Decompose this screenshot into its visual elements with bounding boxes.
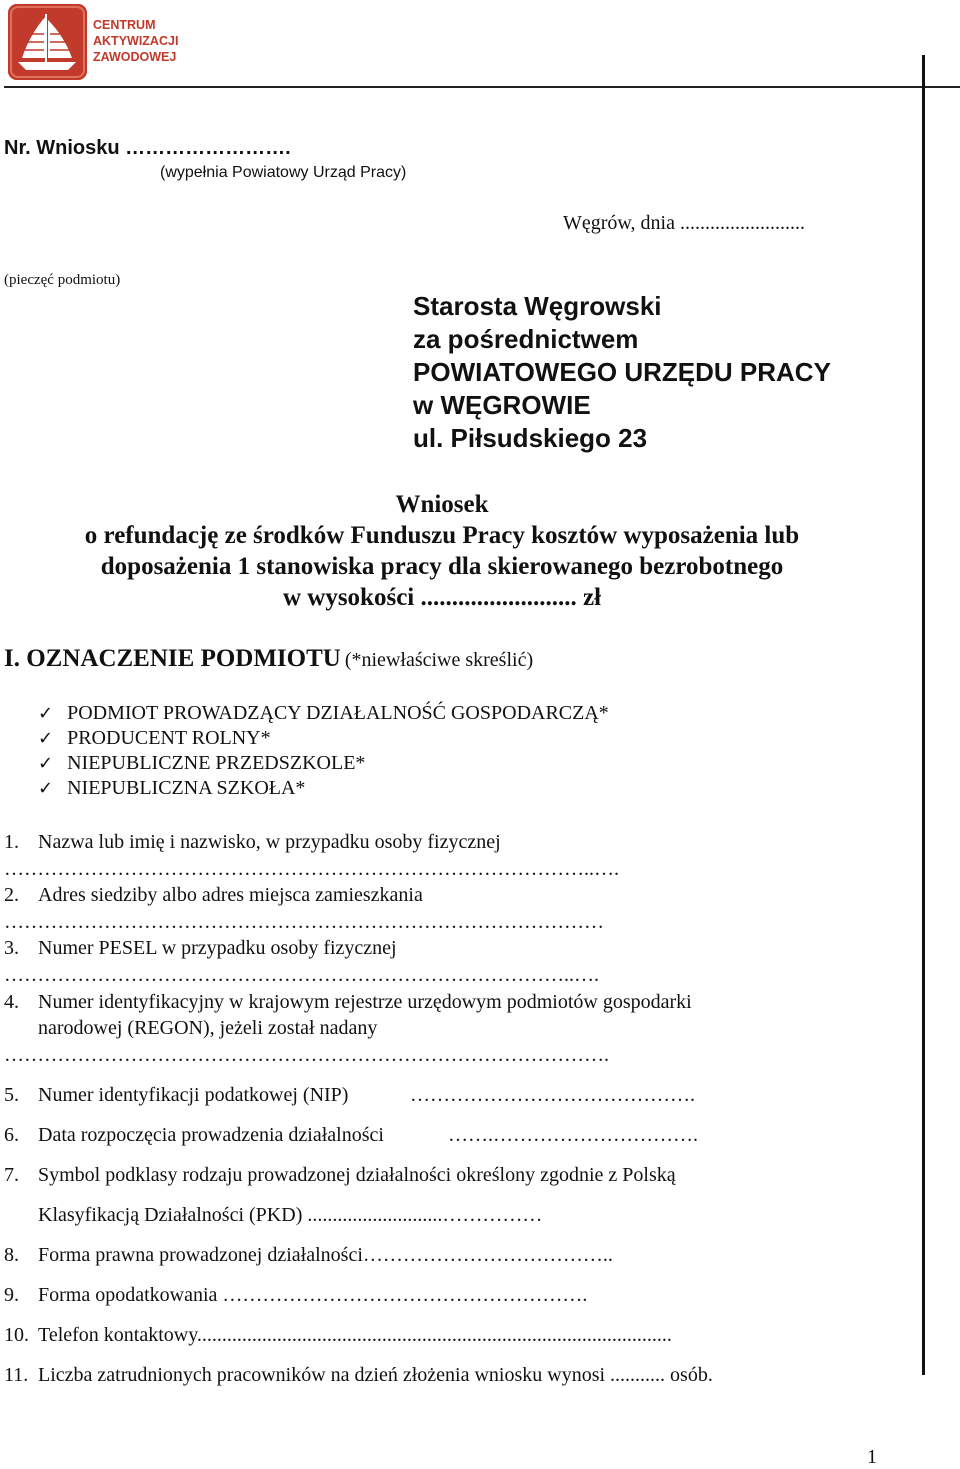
field-10: 10. Telefon kontaktowy............................................................................................... bbox=[4, 1324, 672, 1346]
application-number: Nr. Wniosku ……………………. bbox=[4, 137, 291, 159]
title-line: doposażenia 1 stanowiska pracy dla skierowanego bezrobotnego bbox=[100, 553, 784, 580]
field-11: 11. Liczba zatrudnionych pracowników na dzień złożenia wniosku wynosi ........... osób. bbox=[4, 1364, 713, 1386]
field-3-answer[interactable]: …………………………………………………………………………..…. bbox=[4, 964, 599, 986]
option-item[interactable]: ✓ PODMIOT PROWADZĄCY DZIAŁALNOŚĆ GOSPODARCZĄ* bbox=[38, 702, 609, 724]
section-heading bbox=[4, 645, 533, 673]
option-item[interactable]: ✓ PRODUCENT ROLNY* bbox=[38, 727, 271, 749]
section-title: I. OZNACZENIE PODMIOTU bbox=[4, 645, 341, 672]
field-1-answer[interactable]: ……………………………………………………………………………..…. bbox=[4, 858, 619, 880]
field-9: 9. Forma opodatkowania ………………………………………………. bbox=[4, 1284, 588, 1306]
header-divider bbox=[4, 86, 960, 88]
right-margin-rule bbox=[922, 55, 925, 1375]
check-icon: ✓ bbox=[38, 753, 54, 774]
stamp-label: (pieczęć podmiotu) bbox=[4, 272, 121, 288]
field-2: 2. Adres siedziby albo adres miejsca zamieszkania bbox=[4, 884, 423, 906]
field-7: 7. Symbol podklasy rodzaju prowadzonej działalności określony zgodnie z Polską bbox=[4, 1164, 676, 1186]
logo-line: CENTRUM bbox=[93, 18, 156, 32]
option-item[interactable]: ✓ NIEPUBLICZNE PRZEDSZKOLE* bbox=[38, 752, 366, 774]
place-date: Węgrów, dnia ......................... bbox=[563, 212, 805, 234]
field-4-answer[interactable]: ………………………………………………………………………………. bbox=[4, 1044, 609, 1066]
field-5-answer[interactable]: ……………………………………. bbox=[410, 1084, 695, 1106]
field-1: 1. Nazwa lub imię i nazwisko, w przypadku osoby fizycznej bbox=[4, 831, 501, 853]
logo-badge bbox=[8, 4, 87, 80]
field-2-answer[interactable]: ……………………………………………………………………………… bbox=[4, 911, 604, 933]
field-6-answer[interactable]: …….…………………………. bbox=[448, 1124, 698, 1146]
title-line: w wysokości ......................... zł bbox=[282, 584, 602, 611]
addressee-line: w WĘGROWIE bbox=[413, 390, 591, 420]
addressee-block bbox=[413, 290, 831, 455]
addressee-line: za pośrednictwem bbox=[413, 324, 639, 354]
entity-type-options bbox=[38, 701, 609, 801]
title-line: Wniosek bbox=[395, 491, 489, 518]
check-icon: ✓ bbox=[38, 703, 54, 724]
logo-line: AKTYWIZACJI bbox=[93, 34, 179, 48]
field-4: 4. Numer identyfikacyjny w krajowym rejestrze urzędowym podmiotów gospodarki bbox=[4, 991, 692, 1013]
check-icon: ✓ bbox=[38, 728, 54, 749]
check-icon: ✓ bbox=[38, 778, 54, 799]
addressee-line: POWIATOWEGO URZĘDU PRACY bbox=[413, 357, 831, 387]
sailboat-logo-icon bbox=[8, 4, 87, 80]
page-number: 1 bbox=[867, 1446, 877, 1468]
field-7-line2[interactable]: Klasyfikacją Działalności (PKD) ...........................…………… bbox=[38, 1204, 543, 1226]
section-note: (*niewłaściwe skreślić) bbox=[344, 649, 534, 671]
addressee-line: ul. Piłsudskiego 23 bbox=[413, 423, 648, 453]
field-6: 6. Data rozpoczęcia prowadzenia działalności …….…………………………. bbox=[4, 1124, 698, 1146]
logo-text bbox=[93, 17, 178, 65]
addressee-line: Starosta Węgrowski bbox=[413, 291, 662, 321]
title-line: o refundację ze środków Funduszu Pracy kosztów wyposażenia lub bbox=[84, 522, 800, 549]
application-number-note: (wypełnia Powiatowy Urząd Pracy) bbox=[160, 164, 407, 181]
document-title bbox=[0, 489, 884, 613]
option-item[interactable]: ✓ NIEPUBLICZNA SZKOŁA* bbox=[38, 777, 306, 799]
logo-line: ZAWODOWEJ bbox=[93, 50, 177, 64]
field-4-line2: narodowej (REGON), jeżeli został nadany bbox=[38, 1017, 378, 1039]
field-8: 8. Forma prawna prowadzonej działalności……………………………….. bbox=[4, 1244, 613, 1266]
field-5: 5. Numer identyfikacji podatkowej (NIP) ……………………………………. bbox=[4, 1084, 695, 1106]
field-3: 3. Numer PESEL w przypadku osoby fizycznej bbox=[4, 937, 397, 959]
